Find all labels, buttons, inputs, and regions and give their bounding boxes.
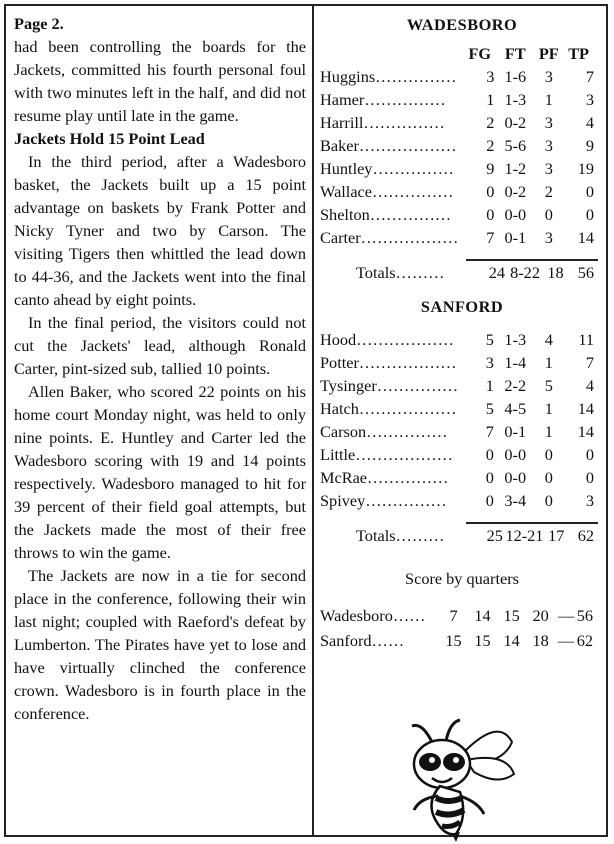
wadesboro-players: [320, 65, 600, 249]
quarter-team: Sanford……: [320, 631, 405, 650]
quarter-row: [320, 603, 604, 628]
sanford-players: [320, 328, 600, 512]
player-pf: 0: [544, 491, 553, 510]
player-name: Harrill……………: [320, 113, 445, 132]
score-by-quarters-title: Score by quarters: [405, 569, 519, 588]
player-name: Hood………………: [320, 330, 454, 349]
player-fg: 5: [485, 330, 494, 349]
player-tp: 3: [585, 90, 594, 109]
player-name: Spivey……………: [320, 491, 447, 510]
player-pf: 2: [544, 182, 553, 201]
player-pf: 1: [544, 422, 553, 441]
player-row: [320, 466, 600, 489]
player-pf: 3: [544, 228, 553, 247]
player-fg: 7: [485, 422, 494, 441]
player-tp: 14: [577, 228, 594, 247]
player-row: [320, 226, 600, 249]
player-fg: 1: [486, 90, 495, 109]
header-pf: PF: [538, 44, 559, 63]
article-paragraph: Allen Baker, who scored 22 points on his home court Monday night, was held to only nine points. E. Huntley and Carter led the Wadesboro scoring with 19 and 14 points respectively. Wadesboro managed to hit for 39 percent of their field goal attempts, but the Jackets made the most of their free throws to win the game.: [14, 382, 306, 562]
player-pf: 5: [544, 376, 553, 395]
player-pf: 1: [544, 399, 553, 418]
player-pf: 1: [544, 90, 553, 109]
quarter-2: 14: [474, 606, 491, 625]
player-fg: 2: [486, 136, 495, 155]
quarter-team: Wadesboro……: [320, 606, 426, 625]
player-row: [320, 420, 600, 443]
box-score-column: [320, 12, 604, 653]
player-pf: 3: [544, 67, 553, 86]
quarter-row: [320, 628, 604, 653]
player-name: Potter………………: [320, 353, 457, 372]
totals-ft: 8-22: [510, 263, 540, 282]
player-row: [320, 134, 600, 157]
quarter-4: 20: [532, 606, 549, 625]
player-tp: 4: [585, 376, 594, 395]
player-tp: 7: [585, 353, 594, 372]
player-row: [320, 328, 600, 351]
totals-row: [320, 261, 600, 284]
player-ft: 0-2: [504, 182, 527, 201]
player-pf: 0: [544, 205, 553, 224]
team-heading-wadesboro: WADESBORO: [406, 15, 518, 34]
article-paragraph: had been controlling the boards for the Jackets, committed his fourth personal foul with two minutes left in the half, and did not resume play until late in the game.: [14, 37, 306, 125]
totals-fg: 25: [486, 526, 503, 545]
player-ft: 1-2: [504, 159, 527, 178]
player-ft: 2-2: [504, 376, 527, 395]
player-tp: 0: [585, 468, 594, 487]
player-fg: 5: [485, 399, 494, 418]
article-paragraph: The Jackets are now in a tie for second place in the conference, following their win last night; coupled with Raeford's defeat by Lumberton. The Pirates have yet to lose and have virtually clinched the conference crown. Wadesboro is in fourth place in the conference.: [14, 566, 306, 723]
player-fg: 0: [485, 468, 494, 487]
player-pf: 0: [544, 468, 553, 487]
player-name: Hamer……………: [320, 90, 446, 109]
quarter-dash: —: [557, 631, 575, 650]
player-ft: 0-0: [504, 468, 527, 487]
quarter-final: 62: [576, 631, 594, 650]
quarter-3: 15: [503, 606, 520, 625]
player-row: [320, 374, 600, 397]
player-pf: 0: [544, 445, 553, 464]
player-pf: 3: [544, 136, 553, 155]
player-name: Huntley……………: [320, 159, 454, 178]
player-tp: 4: [585, 113, 594, 132]
player-row: [320, 443, 600, 466]
quarter-3: 14: [503, 631, 520, 650]
player-fg: 3: [486, 67, 495, 86]
player-name: Tysinger……………: [320, 376, 459, 395]
quarter-1: 15: [445, 631, 462, 650]
player-fg: 0: [485, 491, 494, 510]
header-ft: FT: [504, 44, 526, 63]
player-name: Shelton……………: [320, 205, 452, 224]
player-fg: 7: [486, 228, 495, 247]
player-name: Hatch………………: [320, 399, 457, 418]
page-label: Page 2.: [14, 14, 64, 33]
player-row: [320, 397, 600, 420]
quarter-2: 15: [474, 631, 491, 650]
player-row: [320, 65, 600, 88]
player-pf: 1: [544, 353, 553, 372]
wadesboro-totals: [320, 261, 600, 284]
player-pf: 3: [544, 113, 553, 132]
player-fg: 1: [485, 376, 494, 395]
totals-row: [320, 524, 600, 547]
player-fg: 2: [486, 113, 495, 132]
totals-label: Totals………: [356, 263, 445, 282]
player-ft: 3-4: [504, 491, 527, 510]
player-pf: 4: [544, 330, 553, 349]
player-tp: 14: [577, 399, 594, 418]
quarters-rows: [320, 603, 604, 653]
player-ft: 1-3: [504, 330, 527, 349]
player-tp: 0: [585, 182, 594, 201]
player-row: [320, 203, 600, 226]
player-ft: 5-6: [504, 136, 527, 155]
totals-ft: 12-21: [505, 526, 544, 545]
quarter-dash: —: [557, 606, 575, 625]
player-fg: 0: [486, 182, 495, 201]
column-divider: [312, 6, 314, 835]
player-row: [320, 88, 600, 111]
player-ft: 1-3: [504, 90, 527, 109]
box-score-table-wadesboro: [320, 42, 600, 249]
player-tp: 11: [578, 330, 594, 349]
totals-tp: 56: [577, 263, 594, 282]
player-name: Carter………………: [320, 228, 459, 247]
player-pf: 3: [544, 159, 553, 178]
player-tp: 19: [577, 159, 594, 178]
box-score-header-row: [320, 42, 600, 65]
player-ft: 1-6: [504, 67, 527, 86]
team-heading-sanford: SANFORD: [420, 297, 504, 316]
player-tp: 7: [585, 67, 594, 86]
player-tp: 9: [585, 136, 594, 155]
article-subhead: Jackets Hold 15 Point Lead: [14, 129, 205, 148]
player-ft: 4-5: [504, 399, 527, 418]
player-fg: 0: [486, 205, 495, 224]
player-name: Carson……………: [320, 422, 448, 441]
player-tp: 14: [577, 422, 594, 441]
sanford-totals: [320, 524, 600, 547]
player-fg: 3: [485, 353, 494, 372]
article-paragraph: In the third period, after a Wadesboro basket, the Jackets built up a 15 point advantage on baskets by Frank Potter and Nicky Tyner and two by Carson. The visiting Tigers then whittled the lead down to 44-36, and the Jackets went into the final canto ahead by eight points.: [14, 152, 306, 309]
box-score-table-sanford: [320, 328, 600, 512]
header-tp: TP: [568, 44, 589, 63]
player-ft: 0-1: [504, 228, 527, 247]
totals-pf: 18: [547, 263, 564, 282]
player-row: [320, 180, 600, 203]
player-ft: 0-2: [504, 113, 527, 132]
player-ft: 0-0: [504, 205, 527, 224]
player-name: McRae……………: [320, 468, 449, 487]
quarter-final: 56: [576, 606, 594, 625]
article-column: [14, 12, 306, 725]
player-row: [320, 157, 600, 180]
article-paragraph: In the final period, the visitors could not cut the Jackets' lead, although Ronald Carter, pint-sized sub, tallied 10 points.: [14, 313, 306, 378]
player-ft: 0-0: [504, 445, 527, 464]
totals-fg: 24: [488, 263, 505, 282]
quarter-4: 18: [532, 631, 549, 650]
totals-pf: 17: [548, 526, 565, 545]
quarter-1: 7: [449, 606, 458, 625]
player-name: Little………………: [320, 445, 453, 464]
totals-tp: 62: [577, 526, 594, 545]
player-row: [320, 489, 600, 512]
player-row: [320, 111, 600, 134]
player-ft: 0-1: [504, 422, 527, 441]
totals-label: Totals………: [356, 526, 445, 545]
newspaper-page: [4, 4, 608, 837]
player-tp: 0: [585, 445, 594, 464]
player-name: Baker………………: [320, 136, 457, 155]
player-fg: 9: [486, 159, 495, 178]
player-ft: 1-4: [504, 353, 527, 372]
player-tp: 0: [585, 205, 594, 224]
player-name: Wallace……………: [320, 182, 454, 201]
player-row: [320, 351, 600, 374]
score-by-quarters-table: [320, 603, 604, 653]
player-fg: 0: [485, 445, 494, 464]
player-tp: 3: [585, 491, 594, 510]
player-name: Huggins……………: [320, 67, 457, 86]
header-fg: FG: [468, 44, 492, 63]
yellow-jacket-mascot-icon: [394, 712, 524, 842]
